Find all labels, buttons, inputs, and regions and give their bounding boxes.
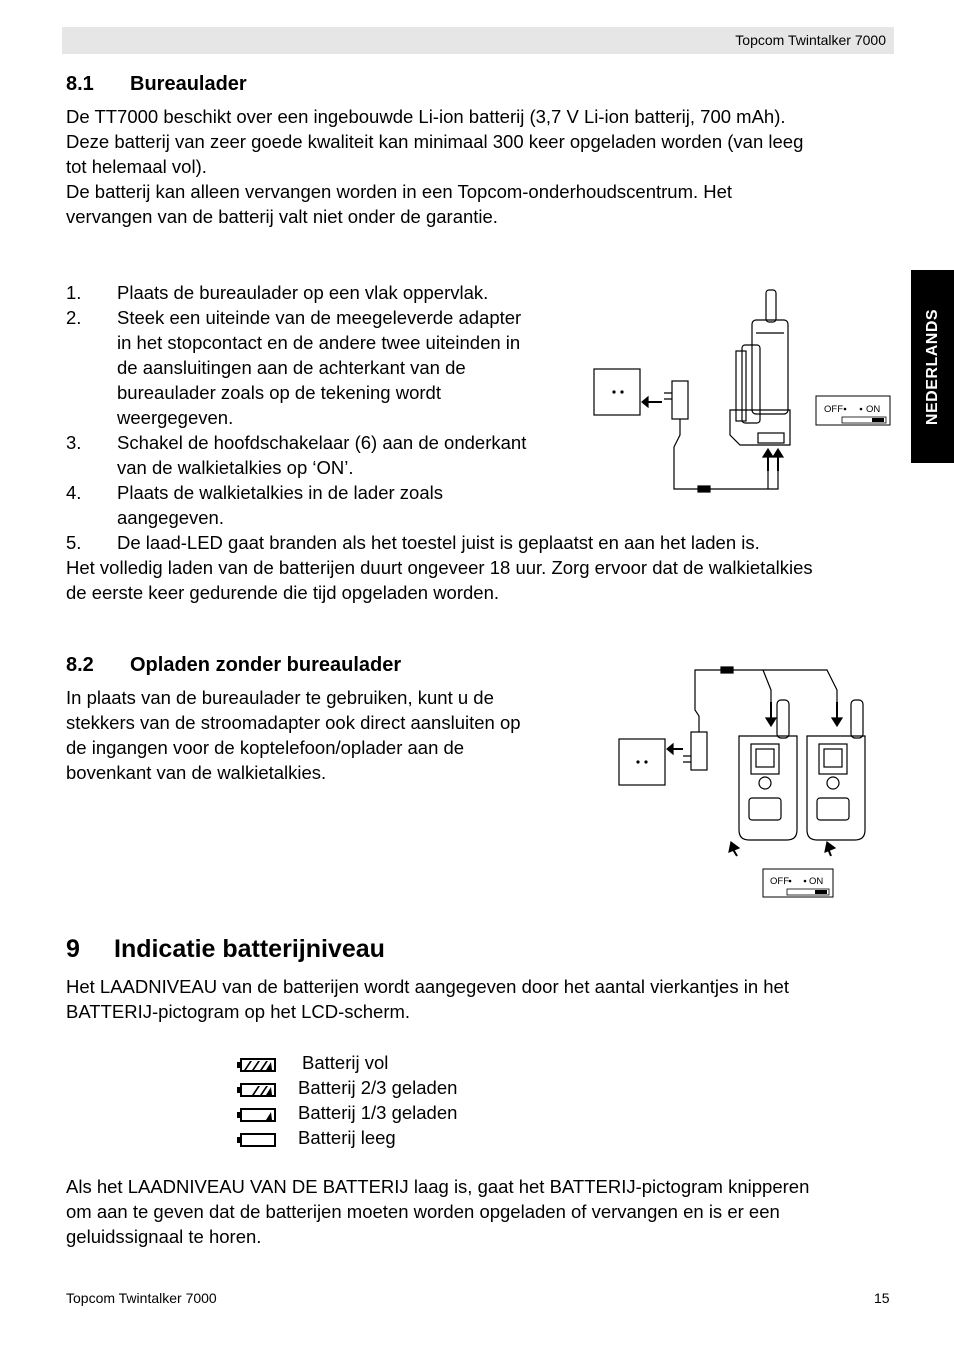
- battery-level-label: Batterij leeg: [298, 1127, 396, 1148]
- switch-off-label: OFF: [770, 876, 789, 887]
- text-line: In plaats van de bureaulader te gebruiken, kunt u de: [66, 687, 494, 708]
- step-number: 3.: [66, 432, 82, 453]
- desktop-charger-illustration: [590, 285, 896, 500]
- text-line: vervangen van de batterij valt niet onder de garantie.: [66, 206, 498, 227]
- step-text: van de walkietalkies op ‘ON’.: [117, 457, 354, 478]
- section-number: 8.1: [66, 73, 94, 95]
- switch-on-label: ON: [809, 876, 824, 887]
- step-number: 2.: [66, 307, 82, 328]
- step-text: Plaats de bureaulader op een vlak oppervlak.: [117, 282, 489, 303]
- section-8-1-intro: [66, 104, 896, 229]
- section-number: 9: [66, 935, 80, 963]
- list-item: [236, 1125, 536, 1150]
- battery-level-list: [236, 1050, 536, 1150]
- text-line: de ingangen voor de koptelefoon/oplader aan de: [66, 737, 465, 758]
- section-title: Bureaulader: [130, 73, 247, 95]
- wall-socket-icon: [619, 739, 665, 785]
- battery-level-label: Batterij 2/3 geladen: [298, 1077, 458, 1098]
- step-text: de aansluitingen aan de achterkant van de: [117, 357, 466, 378]
- text-line: Het volledig laden van de batterijen duurt ongeveer 18 uur. Zorg ervoor dat de walkietalkies: [66, 557, 813, 578]
- section-heading-8-1: [66, 73, 247, 96]
- direct-charging-illustration: [615, 662, 875, 902]
- walkie-talkie-icon: [752, 320, 788, 414]
- page-number: 15: [874, 1290, 890, 1306]
- text-line: bovenkant van de walkietalkies.: [66, 762, 327, 783]
- step-text: De laad-LED gaat branden als het toestel juist is geplaatst en aan het laden is.: [117, 532, 760, 553]
- battery-full-icon: [236, 1056, 278, 1074]
- text-line: Het LAADNIVEAU van de batterijen wordt aangegeven door het aantal vierkantjes in het: [66, 976, 789, 997]
- step-text: in het stopcontact en de andere twee uiteinden in: [117, 332, 521, 353]
- battery-level-label: Batterij vol: [302, 1052, 389, 1073]
- step-text: weergegeven.: [117, 407, 234, 428]
- step-text: Schakel de hoofdschakelaar (6) aan de onderkant: [117, 432, 527, 453]
- header-title: Topcom Twintalker 7000: [735, 32, 886, 48]
- language-tab-label: NEDERLANDS: [923, 308, 941, 425]
- header-bar: [62, 27, 894, 54]
- section-number: 8.2: [66, 654, 94, 676]
- battery-one-third-icon: [236, 1106, 278, 1124]
- footer-title: Topcom Twintalker 7000: [66, 1290, 217, 1306]
- power-adapter-icon: [672, 381, 688, 419]
- battery-empty-icon: [236, 1131, 278, 1149]
- step-text: Plaats de walkietalkies in de lader zoals: [117, 482, 443, 503]
- section-title: Indicatie batterijniveau: [114, 935, 385, 963]
- text-line: De TT7000 beschikt over een ingebouwde Li-ion batterij (3,7 V Li-ion batterij, 700 mAh).: [66, 106, 786, 127]
- battery-level-label: Batterij 1/3 geladen: [298, 1102, 458, 1123]
- text-line: de eerste keer gedurende die tijd opgeladen worden.: [66, 582, 500, 603]
- step-number: 4.: [66, 482, 82, 503]
- section-heading-9: [66, 935, 385, 964]
- switch-off-label: OFF: [824, 404, 843, 415]
- switch-on-label: ON: [866, 404, 881, 415]
- section-heading-8-2: [66, 654, 401, 677]
- step-text: aangegeven.: [117, 507, 224, 528]
- section-9-outro: [66, 1174, 896, 1249]
- step-text: Steek een uiteinde van de meegeleverde adapter: [117, 307, 522, 328]
- list-item: [236, 1050, 536, 1075]
- wall-socket-icon: [594, 369, 640, 415]
- text-line: Als het LAADNIVEAU VAN DE BATTERIJ laag is, gaat het BATTERIJ-pictogram knipperen: [66, 1176, 810, 1197]
- text-line: stekkers van de stroomadapter ook direct aansluiten op: [66, 712, 521, 733]
- step-text: bureaulader zoals op de tekening wordt: [117, 382, 441, 403]
- text-line: De batterij kan alleen vervangen worden in een Topcom-onderhoudscentrum. Het: [66, 181, 733, 202]
- text-line: om aan te geven dat de batterijen moeten worden opgeladen of vervangen en is er een: [66, 1201, 780, 1222]
- step-number: 5.: [66, 532, 82, 553]
- text-line: geluidssignaal te horen.: [66, 1226, 262, 1247]
- text-line: Deze batterij van zeer goede kwaliteit kan minimaal 300 keer opgeladen worden (van leeg: [66, 131, 804, 152]
- language-tab: [911, 270, 954, 463]
- list-item: [236, 1100, 536, 1125]
- section-8-2-text: [66, 685, 586, 785]
- step-number: 1.: [66, 282, 82, 303]
- section-8-1-outro: [66, 555, 896, 605]
- battery-two-thirds-icon: [236, 1081, 278, 1099]
- power-adapter-icon: [691, 732, 707, 770]
- section-9-intro: [66, 974, 896, 1024]
- section-title: Opladen zonder bureaulader: [130, 654, 402, 676]
- steps-list: [66, 280, 760, 553]
- text-line: BATTERIJ-pictogram op het LCD-scherm.: [66, 1001, 411, 1022]
- list-item: [236, 1075, 536, 1100]
- text-line: tot helemaal vol).: [66, 156, 207, 177]
